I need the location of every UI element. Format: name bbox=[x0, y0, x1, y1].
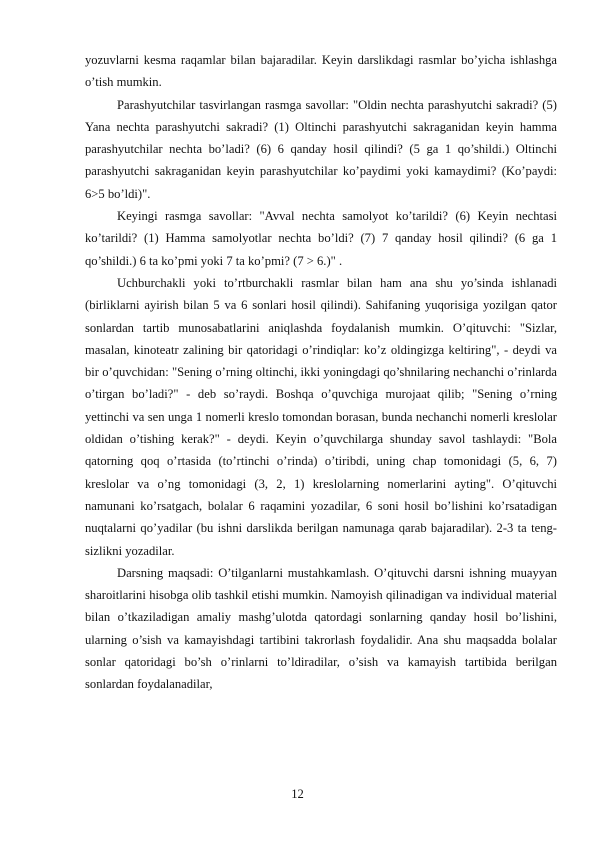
document-page bbox=[85, 49, 557, 696]
paragraph: Keyingi rasmga savollar: "Avval nechta samolyot ko’tarildi? (6) Keyin nechtasi ko’tarildi? (1) Hamma samolyotlar nechta bo’ldi? (7) 7 qanday hosil qilindi? (6 ga 1 qo’shildi.) 6 ta ko’pmi yoki 7 ta ko’pmi? (7 > 6.)" . bbox=[85, 209, 557, 268]
page-number: 12 bbox=[291, 787, 304, 801]
paragraph: Uchburchakli yoki to’rtburchakli rasmlar bilan ham ana shu yo’sinda ishlanadi (birliklarni ayirish bilan 5 va 6 sonlari hosil qilindi). Sahifaning yuqorisiga yozilgan qator sonlardan tartib munosabatlarini aniqlashda foydalanish mumkin. O’qituvchi: "Sizlar, masalan, kinoteatr zalining bir qatoridagi o’rindiqlar: ko’z oldingizga keltiring", - deydi va bir o’quvchidan: "Sening o’rning oltinchi, ikki yoningdagi qo’shnilaring nechanchi o’rinlarda o’tirgan bo’ladi?" - deb so’raydi. Boshqa o’quvchiga murojaat qilib; "Sening o’rning yettinchi va sen unga 1 nomerli kreslo tomondan borasan, bunda nechanchi nomerli kreslolar oldidan o’tishing kerak?" - deydi. Keyin o’quvchilarga shunday savol tashlaydi: "Bola qatorning qoq o’rtasida (to’rtinchi o’rinda) o’tiribdi, uning chap tomonidagi (5, 6, 7) kreslolar va o’ng tomonidagi (3, 2, 1) kreslolarning nomerlarini ayting". O’qituvchi namunani ko’rsatgach, bolalar 6 raqamini yozadilar, 6 soni hosil bo’lishini ko’rsatadigan nuqtalarni qo’yadilar (bu ishni darslikda berilgan namunaga qarab bajaradilar). 2-3 ta teng-sizlikni yozadilar. bbox=[85, 275, 557, 558]
paragraph: Parashyutchilar tasvirlangan rasmga savollar: "Oldin nechta parashyutchi sakradi? (5) Yana nechta parashyutchi sakradi? (1) Oltinchi parashyutchi sakraganidan keyin hamma parashyutchilar nechta bo’ladi? (6) 6 qanday hosil qilindi? (5 ga 1 qo’shildi.) Oltinchi parashyutchi sakraganidan keyin parashyutchilar ko’paydimi yoki kamaydimi? (Ko’paydi: 6>5 bo’ldi)". bbox=[85, 97, 557, 201]
paragraph: yozuvlarni kesma raqamlar bilan bajaradilar. Keyin darslikdagi rasmlar bo’yicha ishlashga o’tish mumkin. bbox=[85, 53, 557, 90]
paragraph: Darsning maqsadi: O’tilganlarni mustahkamlash. O’qituvchi darsni ishning muayyan sharoitlarini hisobga olib tashkil etishi mumkin. Namoyish qilinadigan va individual material bilan o’tkaziladigan amaliy mashg’ulotda qatordagi sonlarning qanday hosil bo’lishini, ularning o’sish va kamayishdagi tartibini takrorlash foydalidir. Ana shu maqsadda bolalar sonlar qatoridagi bo’sh o’rinlarni to’ldiradilar, o’sish va kamayish tartibida berilgan sonlardan foydalanadilar, bbox=[85, 565, 557, 692]
